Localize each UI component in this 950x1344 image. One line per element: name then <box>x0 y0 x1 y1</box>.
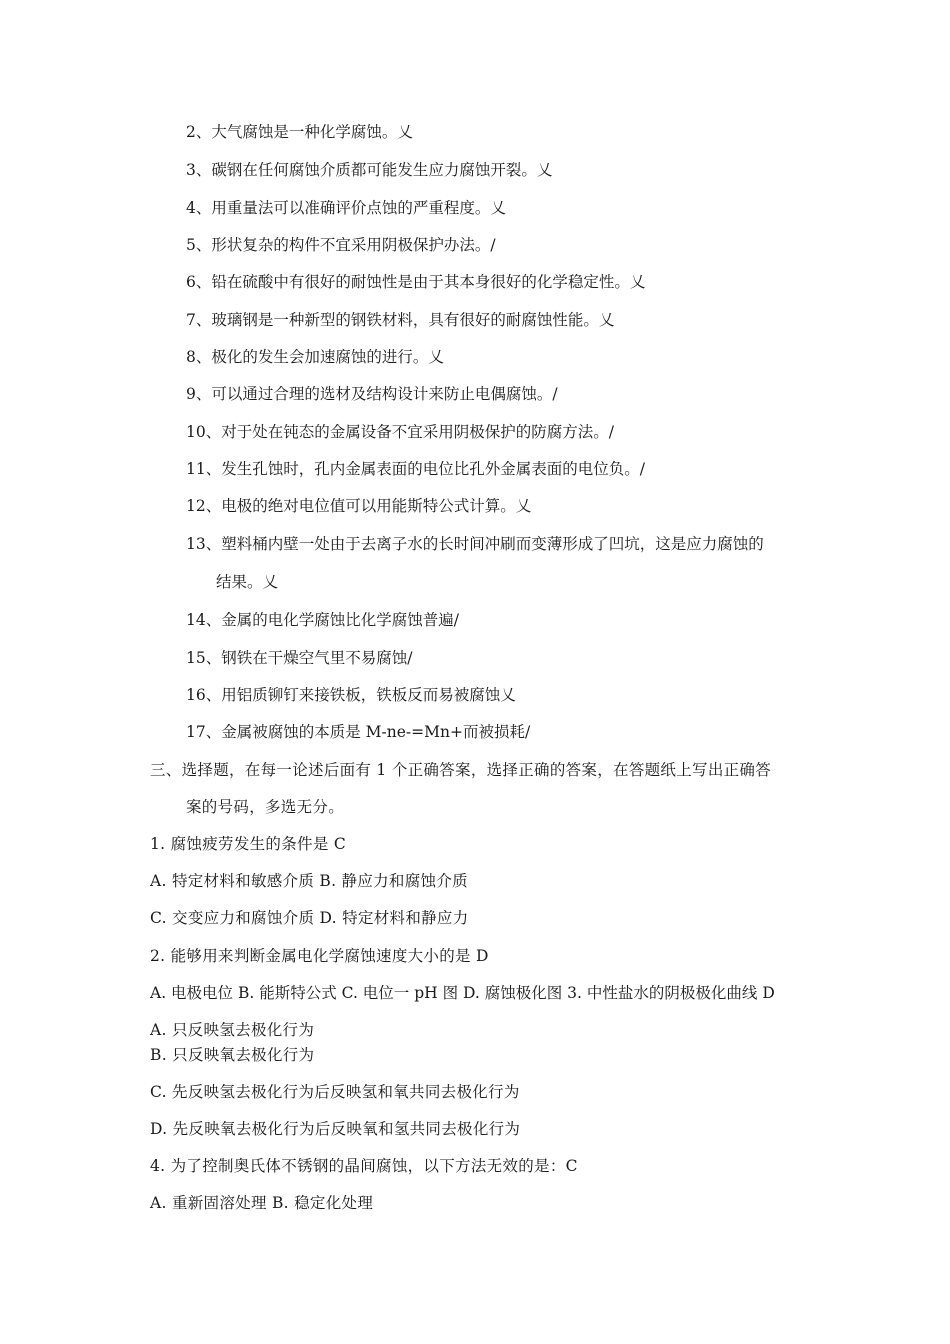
tf-item-9: 9、可以通过合理的选材及结构设计来防止电偶腐蚀。/ <box>186 385 558 403</box>
tf-item-4: 4、用重量法可以准确评价点蚀的严重程度。乂 <box>186 199 506 217</box>
tf-item-8: 8、极化的发生会加速腐蚀的进行。乂 <box>186 348 444 366</box>
tf-item-13: 13、塑料桶内壁一处由于去离子水的长时间冲刷而变薄形成了凹坑，这是应力腐蚀的 <box>186 535 764 553</box>
tf-item-14: 14、金属的电化学腐蚀比化学腐蚀普遍/ <box>186 611 459 629</box>
mc-q4-options-ab: A. 重新固溶处理 B. 稳定化处理 <box>150 1194 374 1212</box>
tf-item-5: 5、形状复杂的构件不宜采用阴极保护办法。/ <box>186 236 496 254</box>
mc-q3-option-d: D. 先反映氧去极化行为后反映氧和氢共同去极化行为 <box>150 1120 521 1138</box>
tf-item-2: 2、大气腐蚀是一种化学腐蚀。乂 <box>186 123 413 141</box>
mc-q1-options-cd: C. 交变应力和腐蚀介质 D. 特定材料和静应力 <box>150 909 469 927</box>
section-3-heading-continued: 案的号码，多选无分。 <box>186 798 345 816</box>
mc-q1-options-ab: A. 特定材料和敏感介质 B. 静应力和腐蚀介质 <box>150 872 468 890</box>
mc-q3-option-b: B. 只反映氧去极化行为 <box>150 1046 315 1064</box>
tf-item-11: 11、发生孔蚀时，孔内金属表面的电位比孔外金属表面的电位负。/ <box>186 460 645 478</box>
tf-item-7: 7、玻璃钢是一种新型的钢铁材料，具有很好的耐腐蚀性能。乂 <box>186 311 615 329</box>
section-3-heading: 三、选择题，在每一论述后面有 1 个正确答案，选择正确的答案，在答题纸上写出正确答 <box>150 761 772 779</box>
tf-item-15: 15、钢铁在干燥空气里不易腐蚀/ <box>186 649 413 667</box>
mc-q3-option-c: C. 先反映氢去极化行为后反映氢和氧共同去极化行为 <box>150 1083 520 1101</box>
tf-item-6: 6、铅在硫酸中有很好的耐蚀性是由于其本身很好的化学稳定性。乂 <box>186 273 646 291</box>
tf-item-16: 16、用铝质铆钉来接铁板，铁板反而易被腐蚀乂 <box>186 686 516 704</box>
mc-q3-option-a: A. 只反映氢去极化行为 <box>150 1021 315 1039</box>
tf-item-13-continued: 结果。乂 <box>216 573 279 591</box>
mc-question-1: 1. 腐蚀疲劳发生的条件是 C <box>150 835 347 853</box>
mc-q2-options-and-q3: A. 电极电位 B. 能斯特公式 C. 电位一 pH 图 D. 腐蚀极化图 3. 中性盐水的阴极极化曲线 D <box>150 984 775 1002</box>
tf-item-10: 10、对于处在钝态的金属设备不宜采用阴极保护的防腐方法。/ <box>186 423 614 441</box>
tf-item-12: 12、电极的绝对电位值可以用能斯特公式计算。乂 <box>186 497 532 515</box>
mc-question-4: 4. 为了控制奥氏体不锈钢的晶间腐蚀，以下方法无效的是：C <box>150 1157 578 1175</box>
mc-question-2: 2. 能够用来判断金属电化学腐蚀速度大小的是 D <box>150 947 489 965</box>
tf-item-17: 17、金属被腐蚀的本质是 M-ne-=Mn+而被损耗/ <box>186 723 531 741</box>
tf-item-3: 3、碳钢在任何腐蚀介质都可能发生应力腐蚀开裂。乂 <box>186 161 553 179</box>
